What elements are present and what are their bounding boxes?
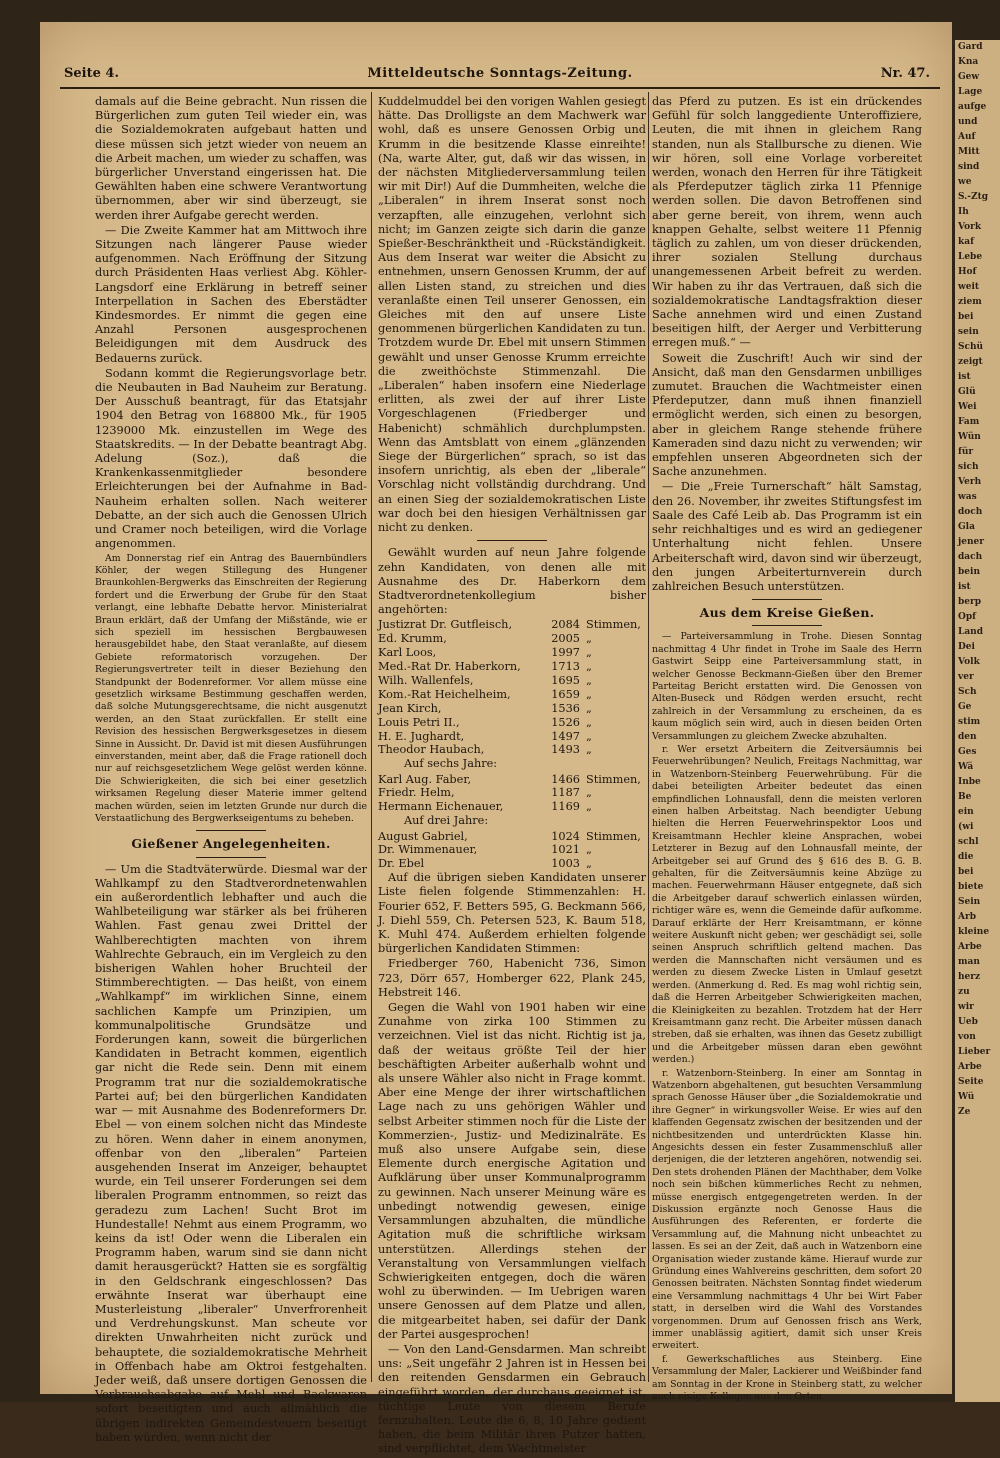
vote-row	[378, 743, 646, 757]
edge-fragment: Mitt	[958, 147, 980, 157]
vote-count: 1003	[551, 857, 580, 871]
edge-fragment: S.-Ztg	[958, 192, 989, 202]
edge-fragment: den	[958, 732, 977, 742]
edge-fragment: sich	[958, 462, 979, 472]
vote-unit: „	[586, 715, 592, 729]
vote-unit: Stimmen,	[586, 618, 641, 632]
vote-count: 1695	[551, 673, 580, 687]
vote-unit: Stimmen,	[586, 829, 641, 843]
page-number: Seite 4.	[64, 66, 119, 81]
edge-fragment: für	[958, 447, 974, 457]
candidate-name: Kom.-Rat Heichelheim,	[378, 687, 511, 701]
vote-row	[378, 646, 646, 660]
votes-table-nine-years	[378, 618, 646, 757]
candidate-name: Wilh. Wallenfels,	[378, 673, 474, 687]
section-separator	[477, 540, 547, 541]
edge-fragment: biete	[958, 882, 984, 892]
vote-unit: „	[586, 632, 592, 646]
vote-count: 2084	[551, 618, 580, 632]
column-divider	[371, 92, 372, 1382]
vote-count: 1526	[551, 715, 580, 729]
vote-count: 1997	[551, 646, 580, 660]
edge-fragment: Wü	[958, 1092, 975, 1102]
candidate-name: August Gabriel,	[378, 829, 468, 843]
candidate-name: Theodor Haubach,	[378, 743, 485, 757]
paragraph: f. Gewerkschaftliches aus Steinberg. Eine Versammlung der Maler, Lackierer und Weißbinder fand am Sonntag in der Krone in Steinberg statt, zu welcher auch einige Kollegen aus den Orten	[652, 1353, 922, 1403]
paragraph: Gegen die Wahl von 1901 haben wir eine Zunahme von zirka 100 Stimmen zu verzeichnen. Viel ist das nicht. Richtig ist ja, daß der weitaus größte Teil der hier beschäftigten Arbeiter außerhalb wohnt und als unsere Wähler also nicht in Frage kommt. Aber eine Menge der ihrer wirtschaftlichen Lage nach zu uns gehörigen Wähler und selbst Arbeiter stimmen noch für die Liste der Kommerzien-, Justiz- und Medizinalräte. Es muß also unsere Aufgabe sein, diese Elemente durch energische Agitation und Aufklärung über unser Kommunalprogramm zu gewinnen. Nach unserer Meinung wäre es unbedingt notwendig gewesen, einige Versammlungen abzuhalten, die mündliche Agitation muß die schriftliche wirksam unterstützen. Allerdings stehen der Veranstaltung von Versammlungen vielfach Schwierigkeiten entgegen, doch die wären wohl zu überwinden. — Im Uebrigen waren unsere Genossen auf dem Platze und allen, die mitgearbeitet haben, sei dafür der Dank der Partei ausgesprochen!	[378, 1001, 646, 1341]
edge-fragment: doch	[958, 507, 983, 517]
vote-row	[378, 843, 646, 857]
vote-unit: „	[586, 743, 592, 757]
paragraph: r. Watzenborn-Steinberg. In einer am Sonntag in Watzenborn abgehaltenen, gut besuchten Versammlung sprach Genosse Häuser über „die Sozialdemokratie und ihre Gegner“ in wirkungsvoller Weise. Er wies auf den klaffenden Gegensatz zwischen der besitzenden und der nichtbesitzenden und unterdrückten Klasse hin. Angesichts dessen ein fester Zusammenschluß aller derjenigen, die der letzteren angehören, notwendig sei. Den stets drohenden Plänen der Machthaber, dem Volke noch sein bißchen kümmerliches Recht zu nehmen, müsse energisch entgegengetreten werden. In der Diskussion ergänzte noch Genosse Haus die Ausführungen des Referenten, er forderte die Versammlung auf, die Mahnung nicht unbeachtet zu lassen. Es sei an der Zeit, daß auch in Watzenborn eine Organisation wieder zustande käme. Hierauf wurde zur Gründung eines Wahlvereins geschritten, dem sofort 20 Genossen beitraten. Nächsten Sonntag findet wiederum eine Versammlung nachmittags 4 Uhr bei Wirt Faber statt, in derselben wird die Wahl des Vorstandes vorgenommen. Drum auf Genossen frisch ans Werk, immer unablässig agitiert, damit sich unser Kreis erweitert.	[652, 1067, 922, 1352]
edge-fragment: weit	[958, 282, 980, 292]
vote-row	[378, 660, 646, 674]
paragraph: Gewählt wurden auf neun Jahre folgende zehn Kandidaten, von denen alle mit Ausnahme des Dr. Haberkorn dem Stadtverordnetenkollegium bisher angehörten:	[378, 546, 646, 617]
vote-count: 1021	[551, 843, 580, 857]
paragraph: Soweit die Zuschrift! Auch wir sind der Ansicht, daß man den Gensdarmen unbilliges zumutet. Brauchen die Wachtmeister einen Pferdeputzer, dann muß ihnen finanziell ermöglicht werden, sich einen zu besorgen, aber in gleichem Range stehende frühere Kameraden sind dazu nicht zu verwenden; wir empfehlen unseren Abgeordneten sich der Sache anzunehmen.	[652, 351, 922, 479]
section-heading: Gießener Angelegenheiten.	[131, 836, 331, 852]
edge-fragment: die	[958, 852, 974, 862]
adjacent-page-edge	[955, 40, 1000, 1402]
vote-row	[378, 632, 646, 646]
vote-count: 1497	[551, 729, 580, 743]
vote-row	[378, 618, 646, 632]
vote-unit: „	[586, 646, 592, 660]
edge-fragment: Wei	[958, 402, 977, 412]
edge-fragment: Hof	[958, 267, 977, 277]
paragraph: Auf die übrigen sieben Kandidaten unserer Liste fielen folgende Stimmenzahlen: H. Fourier 652, F. Betters 595, G. Beckmann 566, J. Diehl 559, Ch. Petersen 523, K. Baum 518, K. Muhl 474. Außerdem erhielten folgende bürgerlichen Kandidaten Stimmen:	[378, 871, 646, 956]
edge-fragment: Kna	[958, 57, 979, 67]
edge-fragment: ein	[958, 807, 974, 817]
vote-unit: Stimmen,	[586, 772, 641, 786]
candidate-name: Dr. Wimmenauer,	[378, 843, 478, 857]
edge-fragment: Sch	[958, 687, 977, 697]
edge-fragment: Fam	[958, 417, 980, 427]
candidate-name: Karl Aug. Faber,	[378, 772, 472, 786]
edge-fragment: herz	[958, 972, 981, 982]
vote-row	[378, 688, 646, 702]
edge-fragment: ziem	[958, 297, 982, 307]
candidate-name: H. E. Jughardt,	[378, 729, 465, 743]
candidate-name: Friedr. Helm,	[378, 786, 455, 800]
candidate-name: Ed. Krumm,	[378, 632, 447, 646]
header-rule	[60, 87, 940, 89]
edge-fragment: jener	[958, 537, 984, 547]
edge-fragment: Dei	[958, 642, 975, 652]
section-separator	[752, 599, 822, 600]
edge-fragment: Ze	[958, 1107, 971, 1117]
paragraph: — Von den Land-Gensdarmen. Man schreibt uns: „Seit ungefähr 2 Jahren ist in Hessen bei den reitenden Gensdarmen ein Gebrauch eingeführt worden, der durchaus geeignet ist, tüchtige Leute von diesem Berufe fernzuhalten. Leute die 6, 8, 10 Jahre gedient haben, die beim Militär ihren Putzer hatten, sind verpflichtet, dem Wachtmeister	[378, 1342, 646, 1456]
edge-fragment: kaf	[958, 237, 974, 247]
edge-fragment: (wi	[958, 822, 974, 832]
edge-fragment: Lieber	[958, 1047, 991, 1057]
edge-fragment: Schü	[958, 342, 984, 352]
edge-fragment: wir	[958, 1002, 974, 1012]
newspaper-title: Mitteldeutsche Sonntags-Zeitung.	[367, 66, 633, 81]
candidate-name: Justizrat Dr. Gutfleisch,	[378, 618, 513, 632]
section-separator	[752, 625, 822, 626]
vote-count: 1024	[551, 829, 580, 843]
edge-fragment: Arbe	[958, 942, 982, 952]
column-1	[95, 95, 367, 1446]
vote-count: 1169	[551, 800, 580, 814]
section-separator	[196, 857, 266, 858]
candidate-name: Hermann Eichenauer,	[378, 800, 504, 814]
vote-unit: „	[586, 857, 592, 871]
edge-fragment: und	[958, 117, 978, 127]
vote-unit: „	[586, 786, 592, 800]
edge-fragment: Be	[958, 792, 972, 802]
section-heading: Aus dem Kreise Gießen.	[699, 605, 875, 621]
edge-fragment: man	[958, 957, 980, 967]
vote-row	[378, 830, 646, 844]
edge-fragment: Gard	[958, 42, 983, 52]
paragraph: Sodann kommt die Regierungsvorlage betr. die Neubauten in Bad Nauheim zur Beratung. Der Ausschuß beantragt, für das Etatsjahr 1904 den Betrag von 168800 Mk., für 1905 1239000 Mk. einzustellen im Wege des Staatskredits. — In der Debatte beantragt Abg. Adelung (Soz.), daß die Krankenkassenmitglieder besondere Erleichterungen bei der Aufnahme in Bad-Nauheim erhalten sollen. Nach weiterer Debatte, an der sich auch die Genossen Ulrich und Cramer noch beteiligen, wird die Vorlage angenommen.	[95, 366, 367, 551]
section-separator	[196, 830, 266, 831]
paragraph: — Die Zweite Kammer hat am Mittwoch ihre Sitzungen nach längerer Pause wieder aufgenommen. Nach Eröffnung der Sitzung durch Präsidenten Haas verliest Abg. Köhler-Langsdorf eine Erklärung in betreff seiner Interpellation in Sachen des Eberstädter Kindesmordes. Er nimmt die gegen eine Anzahl Personen ausgesprochenen Beleidigungen mit dem Ausdruck des Bedauerns zurück.	[95, 223, 367, 365]
paragraph: r. Wer ersetzt Arbeitern die Zeitversäumnis bei Feuerwehrübungen? Neulich, Freitags Nachmittag, war in Watzenborn-Steinberg Feuerwehrübung. Für die dabei beteiligten Arbeiter bedeutet das einen empfindlichen Lohnausfall, denn die meisten verloren einen halben Arbeitstag. Nach beendigter Uebung hielten die Herren Feuerwehrinspektor Loos und Kreisamtmann Hechler kleine Ansprachen, wobei Letzterer in Bezug auf den Lohnausfall meinte, der Arbeitgeber sei auf Grund des § 616 des B. G. B. gehalten, für die Zeitversäumnis keine Abzüge zu machen. Feuerwehrmann Häuser entgegnete, daß sich die Arbeitgeber darauf schwerlich einlassen würden, richtiger wäre es, wenn die Gemeinde dafür aufkomme. Darauf erklärte der Herr Kreisamtmann, er könne weitere Auskunft nicht geben; wer geschädigt sei, solle seinen Anspruch schriftlich geltend machen. Das werden die Mannschaften nicht versäumen und es werden zu diesem Zwecke Listen in Umlauf gesetzt werden. (Anmerkung d. Red. Es mag wohl richtig sein, daß die Herren Arbeitgeber Schwierigkeiten machen, die Kleinigkeiten zu bezahlen. Trotzdem hat der Herr Kreisamtmann ganz recht. Die Arbeiter müssen danach streben, daß sie erhalten, was ihnen das Gesetz zubilligt und die Arbeitgeber müssen daran eben gewöhnt werden.)	[652, 743, 922, 1066]
edge-fragment: Opf	[958, 612, 977, 622]
term-label: Auf drei Jahre:	[404, 814, 489, 828]
edge-fragment: Vork	[958, 222, 982, 232]
edge-fragment: Seite	[958, 1077, 984, 1087]
edge-fragment: berp	[958, 597, 982, 607]
vote-count: 1659	[551, 687, 580, 701]
paragraph: — Die „Freie Turnerschaft“ hält Samstag, den 26. November, ihr zweites Stiftungsfest im Saale des Café Leib ab. Das Programm ist ein sehr reichhaltiges und es wird an gediegener Unterhaltung nicht fehlen. Unsere Arbeiterschaft wird, davon sind wir überzeugt, den jungen Arbeiterturnverein durch zahlreichen Besuch unterstützen.	[652, 480, 922, 593]
edge-fragment: aufge	[958, 102, 987, 112]
vote-count: 1466	[551, 772, 580, 786]
vote-unit: „	[586, 800, 592, 814]
votes-table-six-years	[378, 773, 646, 815]
vote-unit: „	[586, 687, 592, 701]
column-divider	[648, 92, 649, 1382]
edge-fragment: sein	[958, 327, 979, 337]
edge-fragment: we	[958, 177, 972, 187]
vote-unit: „	[586, 660, 592, 674]
candidate-name: Louis Petri II.,	[378, 715, 460, 729]
edge-fragment: sind	[958, 162, 980, 172]
edge-fragment: Lage	[958, 87, 983, 97]
vote-count: 1713	[551, 660, 580, 674]
column-2	[378, 95, 646, 1458]
paragraph: — Um die Stadtväterwürde. Diesmal war der Wahlkampf zu den Stadtverordnetenwahlen ein außerordentlich lebhafter und auch die Wahlbeteiligung war stärker als bei früheren Wahlen. Fast genau zwei Drittel der Wahlberechtigten machten von ihrem Wahlrechte Gebrauch, ein im Vergleich zu den bisherigen Wahlen hoher Bruchteil der Stimmberechtigten. — Das heißt, von einem „Wahlkampf“ im wirklichen Sinne, einem sachlichen Kampfe um Prinzipien, um kommunalpolitische Grundsätze und Forderungen kann, soweit die bürgerlichen Kandidaten in Betracht kommen, eigentlich gar nicht die Rede sein. Denn mit einem Programm trat nur die sozialdemokratische Partei auf; bei den bürgerlichen Kandidaten war — mit Ausnahme des Bodenreformers Dr. Ebel — von einem solchen nicht das Mindeste zu hören. Wenn daher in einem anonymen, offenbar von den „liberalen“ Parteien ausgehenden Inserat im Anzeiger, behauptet wurde, ein Teil unserer Forderungen sei dem liberalen Programm entnommen, so reizt das geradezu zum Lachen! Sucht Brot im Hundestalle! Nehmt aus einem Programm, wo keins da ist! Oder wenn die Liberalen ein Programm haben, warum sind sie dann nicht damit herausgerückt? Hatten sie es sorgfältig in den Geldschrank eingeschlossen? Das erwähnte Inserat war überhaupt eine Musterleistung „liberaler“ Unverfrorenheit und Verdrehungskunst. Man scheute vor direkten Unwahrheiten nicht zurück und behauptete, die sozialdemokratische Mehrheit in Offenbach habe am Oktroi festgehalten. Jeder weiß, daß unsere dortigen Genossen die Verbrauchsabgabe auf Mehl und Backwaren sofort beseitigten und auch allmählich die übrigen indirekten Gemeindesteuern beseitigt haben würden, wenn nicht der	[95, 862, 367, 1444]
edge-fragment: Arb	[958, 912, 977, 922]
vote-unit: „	[586, 843, 592, 857]
vote-count: 1187	[551, 786, 580, 800]
term-label: Auf sechs Jahre:	[404, 757, 498, 771]
paragraph: Am Donnerstag rief ein Antrag des Bauernbündlers Köhler, der wegen Stillegung des Hungener Braunkohlen-Bergwerks das Einschreiten der Regierung fordert und die Erwerbung der Grube für den Staat verlangt, eine lebhafte Debatte hervor. Ministerialrat Braun erklärt, daß der Umfang der Mißstände, wie er sich speziell im hessischen Bergbauwesen herausgebildet habe, den Staat veranlaßte, auf diesem Gebiete reformatorisch vorzugehen. Der Regierungsvertreter teilt in dieser Beziehung den Standpunkt der Bodenreformer. Vor allem müsse eine gesetzlich wirksame Bestimmung geschaffen werden, daß solche Mutungsgerechtsame, die nicht ausgenutzt werden, an den Staat zurückfallen. Er stellt eine Revision des hessischen Bergwerksgesetzes in diesem Sinne in Aussicht. Dr. David ist mit diesen Ausführungen einverstanden, meint aber, daß die Frage rationell doch nur auf reichsgesetzlichem Wege gelöst werden könne. Die Schwierigkeiten, die sich bei einer gesetzlich wirksamen Regelung dieser Materie immer geltend machen würden, seien im letzten Grunde nur durch die Verstaatlichung des Bergwerkseigentums zu beheben.	[95, 552, 367, 825]
edge-fragment: Volk	[958, 657, 980, 667]
issue-number: Nr. 47.	[880, 66, 930, 81]
edge-fragment: Inbe	[958, 777, 981, 787]
edge-fragment: Land	[958, 627, 983, 637]
edge-fragment: Ge	[958, 702, 972, 712]
edge-fragment: von	[958, 1032, 976, 1042]
candidate-name: Karl Loos,	[378, 646, 437, 660]
candidate-name: Dr. Ebel	[378, 857, 425, 871]
vote-row	[378, 773, 646, 787]
paragraph: Friedberger 760, Habenicht 736, Simon 723, Dörr 657, Homberger 622, Plank 245, Hebstreit 146.	[378, 957, 646, 999]
candidate-name: Jean Kirch,	[378, 701, 442, 715]
vote-row	[378, 800, 646, 814]
column-3	[652, 95, 922, 1405]
candidate-name: Med.-Rat Dr. Haberkorn,	[378, 660, 521, 674]
vote-row	[378, 730, 646, 744]
edge-fragment: bein	[958, 567, 980, 577]
edge-fragment: was	[958, 492, 977, 502]
vote-row	[378, 857, 646, 871]
edge-fragment: Gew	[958, 72, 980, 82]
edge-fragment: Arbe	[958, 1062, 982, 1072]
edge-fragment: ist	[958, 582, 971, 592]
edge-fragment: ver	[958, 672, 974, 682]
paragraph: Kuddelmuddel bei den vorigen Wahlen gesiegt hätte. Das Drolligste an dem Machwerk war wohl, daß es unsere Genossen Orbig und Krumm in die besitzende Klasse einreihte! (Na, warte Alter, gut, daß wir das wissen, in der nächsten Mitgliederversammlung teilen wir mit Dir!) Auf die Dummheiten, welche die „Liberalen“ in ihrem Inserat sonst noch verzapften, alle einzugehen, verlohnt sich nicht; im Ganzen zeigte sich darin die ganze Spießer-Beschränktheit und -Rückständigkeit. Aus dem Inserat war weiter die Absicht zu entnehmen, unsern Genossen Krumm, der auf allen Listen stand, zu streichen und dies veranlaßte einen Teil unserer Genossen, ein Gleiches mit den auf unsere Liste genommenen bürgerlichen Kandidaten zu tun. Trotzdem wurde Dr. Ebel mit unsern Stimmen gewählt und unser Genosse Krumm erreichte die zweithöchste Stimmenzahl. Die „Liberalen“ haben insofern eine Niederlage erlitten, als zwei der auf ihrer Liste Vorgeschlagenen (Friedberger und Habenicht) schmählich durchplumpsten. Wenn das Amtsblatt von einem „glänzenden Siege der Bürgerlichen“ sprach, so ist das insofern unrichtig, als eben der „liberale“ Vorschlag nicht vollständig durchdrang. Und an einen Sieg der sozialdemokratischen Liste war doch bei den hiesigen Verhältnissen gar nicht zu denken.	[378, 95, 646, 535]
vote-count: 2005	[551, 632, 580, 646]
paragraph: — Parteiversammlung in Trohe. Diesen Sonntag nachmittag 4 Uhr findet in Trohe im Saale des Herrn Gastwirt Seipp eine Parteiversammlung statt, in welcher Genosse Beckmann-Gießen über den Bremer Parteitag Bericht erstatten wird. Die Genossen von Alten-Buseck und Rödgen werden ersucht, recht zahlreich in der Versammlung zu erscheinen, da es kaum möglich sein wird, auch in diesen beiden Orten Versammlungen zu gleichem Zwecke abzuhalten.	[652, 631, 922, 742]
edge-fragment: Ueb	[958, 1017, 978, 1027]
paragraph: damals auf die Beine gebracht. Nun rissen die Bürgerlichen zum guten Teil wieder ein, was die Sozialdemokraten aufgebaut hatten und diese müssen sich jetzt wieder von neuem an die Arbeit machen, um wieder zu schaffen, was bürgerlicher Unverstand eingerissen hat. Die Gewählten haben eine schwere Verantwortung übernommen, aber wir sind überzeugt, sie werden ihrer Aufgabe gerecht werden.	[95, 95, 367, 222]
edge-fragment: Ges	[958, 747, 977, 757]
paragraph: das Pferd zu putzen. Es ist ein drückendes Gefühl für solch langgediente Unteroffiziere, Leuten, die mit ihnen in gleichem Rang standen, nun als Stallbursche zu dienen. Wie wir hören, soll eine Vorlage vorbereitet werden, wonach den Herren für ihre Tätigkeit als Pferdeputzer täglich zirka 11 Pfennige werden sollen. Die davon Betroffenen sind aber gerne bereit, von ihrem, wenn auch knappen Gehalte, selbst weitere 11 Pfennig täglich zu zahlen, um von dieser drückenden, ihrer sozialen Stellung durchaus unangemessenen Arbeit befreit zu werden. Wir haben zu ihr das Vertrauen, daß sich die sozialdemokratische Landtagsfraktion dieser Sache annehmen wird und einen Zustand beseitigen hilft, der Aerger und Verbitterung erregen muß.“ —	[652, 95, 922, 350]
edge-fragment: schl	[958, 837, 979, 847]
edge-fragment: Ih	[958, 207, 969, 217]
edge-fragment: Lebe	[958, 252, 983, 262]
vote-unit: „	[586, 701, 592, 715]
edge-fragment: Wä	[958, 762, 974, 772]
edge-fragment: Gla	[958, 522, 975, 532]
vote-count: 1493	[551, 743, 580, 757]
edge-fragment: zeigt	[958, 357, 983, 367]
page-header	[60, 66, 940, 86]
votes-table-three-years	[378, 830, 646, 872]
vote-row	[378, 716, 646, 730]
edge-fragment: Sein	[958, 897, 981, 907]
edge-fragment: Glü	[958, 387, 976, 397]
edge-fragment: ist	[958, 372, 971, 382]
vote-count: 1536	[551, 701, 580, 715]
edge-fragment: bei	[958, 867, 974, 877]
vote-unit: „	[586, 729, 592, 743]
edge-fragment: zu	[958, 987, 970, 997]
edge-fragment: stim	[958, 717, 981, 727]
edge-fragment: Wün	[958, 432, 981, 442]
edge-fragment: Verh	[958, 477, 982, 487]
vote-row	[378, 786, 646, 800]
edge-fragment: dach	[958, 552, 983, 562]
edge-fragment: Auf	[958, 132, 976, 142]
vote-row	[378, 674, 646, 688]
vote-row	[378, 702, 646, 716]
edge-fragment: bei	[958, 312, 974, 322]
edge-fragment: kleine	[958, 927, 990, 937]
vote-unit: „	[586, 673, 592, 687]
